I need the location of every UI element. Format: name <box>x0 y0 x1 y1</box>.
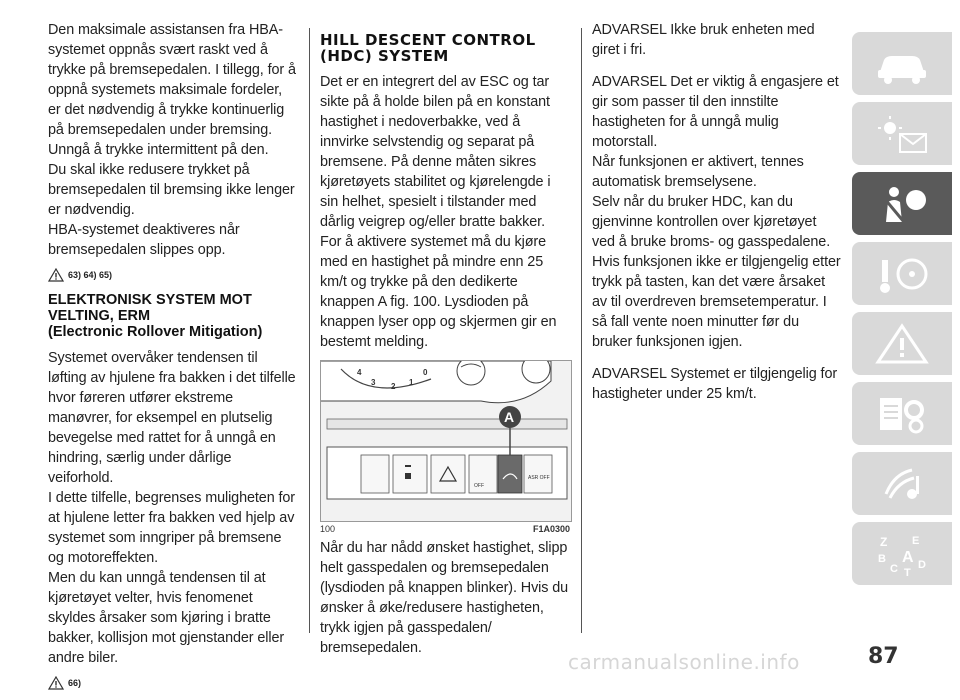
chapter-tab-starting-driving[interactable] <box>852 242 952 305</box>
figure-number: 100 <box>320 524 336 534</box>
paragraph: Det er en integrert del av ESC og tar sikte på å holde bilen på en konstant hastighet i nedoverbakke, ved å innvirke selvstendig og separat på bremsene. På denne måten sikres kjøretøyets stabilitet og kjørelengde i sin helhet, spesielt i tilstander med dårlig veigrep og/eller bratte bakker. <box>320 74 551 230</box>
column-middle <box>320 20 570 658</box>
dial-tick: 3 <box>371 378 376 387</box>
heading-subline: (Electronic Rollover Mitigation) <box>48 324 263 340</box>
index-letter: C <box>890 562 898 575</box>
warning-triangle-icon <box>48 676 64 690</box>
dial-tick: 4 <box>357 368 362 377</box>
index-letter: Z <box>880 534 888 549</box>
chapter-tab-dashboard[interactable] <box>852 102 952 165</box>
section-heading <box>48 292 298 340</box>
figure-image <box>320 360 572 522</box>
dial-tick: 0 <box>423 368 428 377</box>
paragraph: ADVARSEL Systemet er tilgjengelig for hastigheter under 25 km/t. <box>592 366 838 402</box>
steering-key-icon <box>872 252 932 296</box>
index-letter: T <box>904 566 911 576</box>
paragraph: Når funksjonen er aktivert, tennes automatisk bremselysene. <box>592 154 804 190</box>
dial-tick: 2 <box>391 382 396 391</box>
paragraph: Systemet overvåker tendensen til løfting av hjulene fra bakken i det tilfelle hvor føreren utfører ekstreme manøvrer, for eksempel en plutselig bevegelse med rattet for å unngå en hindring, særlig under dårlige veiforhold. <box>48 350 296 486</box>
heading-line: ELEKTRONISK SYSTEM MOT VELTING, ERM <box>48 292 252 324</box>
paragraph: For å aktivere systemet må du kjøre med en hastighet på mindre enn 25 km/t og trykke på den dedikerte knappen A fig. 100. Lysdioden på knappen lyser opp og skjermen gir en bestemt melding. <box>320 234 557 350</box>
index-letters-icon <box>872 532 932 576</box>
index-letter: D <box>918 558 926 571</box>
index-letter: E <box>912 534 920 547</box>
column-divider <box>581 28 582 633</box>
chapter-tab-safety[interactable] <box>852 172 952 235</box>
figure-code: F1A0300 <box>532 524 570 534</box>
column-divider <box>309 28 310 633</box>
page-number: 87 <box>868 644 899 669</box>
column-left <box>48 20 298 700</box>
section-heading: HILL DESCENT CONTROL (HDC) SYSTEM <box>320 31 536 65</box>
index-letter: A <box>902 548 914 566</box>
paragraph: Den maksimale assistansen fra HBA-systemet oppnås svært raskt ved å trykke på bremsepedalen. I tillegg, for å oppnå systemets maksimale fordeler, er det nødvendig å trykke kontinuerlig på bremsepedalen under bremsing. Unngå å trykke intermittent på den. <box>48 22 296 158</box>
paragraph: ADVARSEL Ikke bruk enheten med giret i fri. <box>592 22 815 58</box>
warning-refs-text: 66) <box>68 678 82 688</box>
multimedia-icon <box>872 462 932 506</box>
column-right <box>592 20 842 404</box>
warning-breakdown-icon <box>872 322 932 366</box>
paragraph: Når du har nådd ønsket hastighet, slipp helt gasspedalen og bremsepedalen (lysdioden på knappen blinker). Hvis du ønsker å øke/redusere hastigheten, trykk igjen på gasspedalen/ bremsepedalen. <box>320 540 569 656</box>
paragraph: ADVARSEL Det er viktig å engasjere et gir som passer til den innstilte hastigheten for å unngå mulig motorstall. <box>592 74 839 150</box>
chapter-tab-multimedia[interactable] <box>852 452 952 515</box>
button-text: OFF <box>474 483 484 489</box>
dial-tick: 1 <box>409 378 414 387</box>
dashboard-illustration <box>321 361 571 521</box>
warning-reference <box>48 268 298 282</box>
chapter-tab-emergency[interactable] <box>852 312 952 375</box>
car-icon <box>872 42 932 86</box>
paragraph: Du skal ikke redusere trykket på bremsepedalen til bremsing ikke lenger er nødvendig. <box>48 162 295 218</box>
watermark: carmanualsonline.info <box>568 650 800 674</box>
warning-triangle-icon <box>48 268 64 282</box>
figure-hdc-button <box>320 360 570 538</box>
paragraph: Men du kan unngå tendensen til at kjøretøyet velter, hvis fenomenet skyldes årsaker som kjøring i bratte bakker, kollisjon mot gjenstander eller andre biler. <box>48 570 285 666</box>
callout-label: A <box>504 409 515 425</box>
chapter-tab-index[interactable] <box>852 522 952 585</box>
warning-refs-text: 63) 64) 65) <box>68 270 113 280</box>
chapter-tab-maintenance[interactable] <box>852 382 952 445</box>
service-gears-icon <box>872 392 932 436</box>
seatbelt-airbag-icon <box>872 182 932 226</box>
paragraph: Selv når du bruker HDC, kan du gjenvinne kontrollen over kjøretøyet ved å bruke broms- og gasspedalene. <box>592 194 831 250</box>
dashboard-lights-icon <box>872 112 932 156</box>
paragraph: Hvis funksjonen ikke er tilgjengelig etter trykk på tasten, kan det være årsaket av til overdreven bremsetemperatur. I så fall vente noen minutter før du bruker funksjonen igjen. <box>592 254 841 350</box>
paragraph: I dette tilfelle, begrenses muligheten for at hjulene letter fra bakken ved hjelp av systemet som inngriper på bremsene og motoreffekten. <box>48 490 295 566</box>
warning-reference <box>48 676 298 690</box>
button-text: ASR OFF <box>528 475 550 481</box>
chapter-tab-car[interactable] <box>852 32 952 95</box>
index-letter: B <box>878 552 886 565</box>
chapter-index-sidebar <box>852 32 952 592</box>
paragraph: HBA-systemet deaktiveres når bremsepedalen slippes opp. <box>48 222 240 258</box>
